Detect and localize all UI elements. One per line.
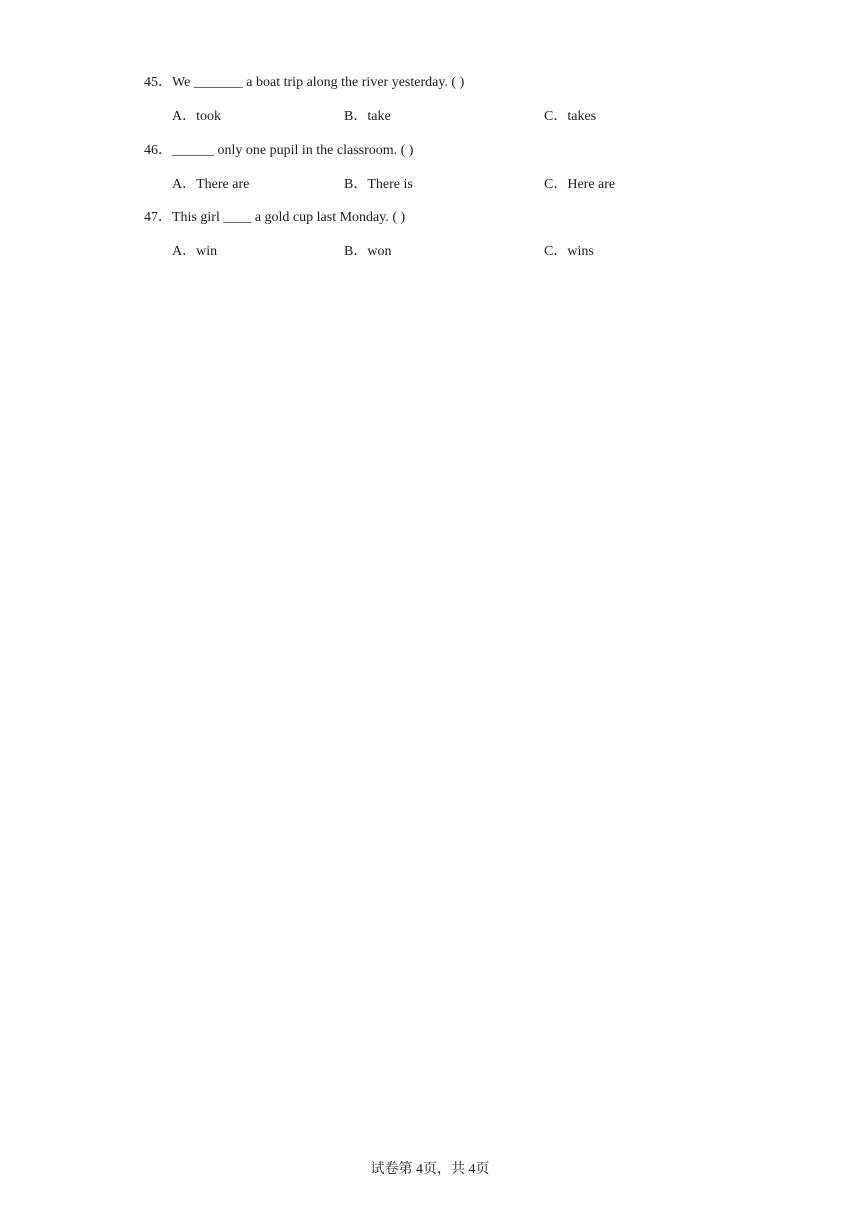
options-47 [0,243,860,261]
option-c: C．takes [544,109,597,124]
page-footer [0,1161,860,1179]
options-45 [0,108,860,126]
question-47 [144,209,405,227]
question-45 [144,74,464,92]
option-a: A．took [172,109,221,124]
question-text: ______ only one pupil in the classroom. ( ) [172,143,414,158]
option-c: C．wins [544,244,594,259]
option-b: B．won [344,244,392,259]
option-c: C．Here are [544,177,616,192]
option-a: A．There are [172,177,250,192]
option-b: B．take [344,109,391,124]
question-number: 46． [144,143,172,158]
option-a: A．win [172,244,218,259]
question-text: We _______ a boat trip along the river yesterday. ( ) [172,75,465,90]
question-text: This girl ____ a gold cup last Monday. ( ) [172,210,406,225]
question-number: 47． [144,210,172,225]
page-number-label: 试卷第 4页，共 4页 [370,1162,490,1177]
option-b: B．There is [344,177,413,192]
options-46 [0,176,860,194]
question-46 [144,142,413,160]
question-number: 45． [144,75,172,90]
